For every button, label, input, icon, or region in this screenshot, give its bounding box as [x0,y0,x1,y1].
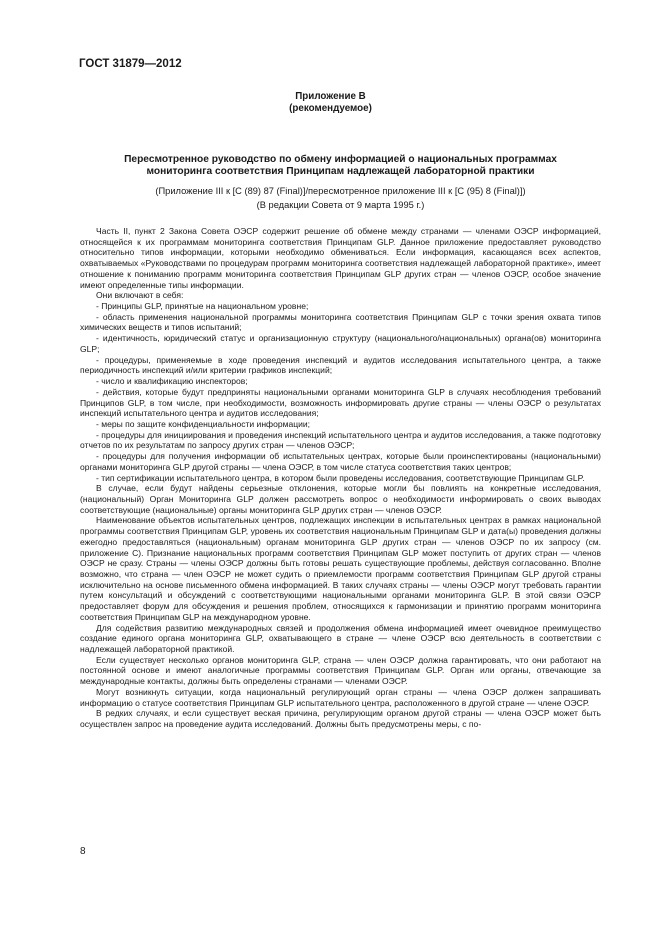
document-edition: (В редакции Совета от 9 марта 1995 г.) [256,200,425,210]
list-item: - область применения национальной программы мониторинга соответствия Принципам GLP с точки зрения охвата типов химических веществ и типов испытаний; [80,311,601,333]
list-item: - Принципы GLP, принятые на национальном уровне; [96,301,309,312]
paragraph: Наименование объектов испытательных центров, подлежащих инспекции в испытательных центрах в рамках национальной программы соответствия Принципам GLP, уровень их соответствия национальным Принципам GLP и дата(ы) проведения должны ежегодно предоставляться (национальным) органам мониторинга GLP других стран — членов ОЭСР по их запросу (см. приложение С). Признание национальных программ соответствия Принципам GLP может поступить от других стран — членов ОЭСР не сразу. Страны — члены ОЭСР должны быть готовы решать существующие проблемы, действуя согласованно. Вполне возможно, что страна — член ОЭСР не может судить о приемлемости программ соответствия Принципам GLP другой страны исключительно на основе письменного обмена информацией. В таких случаях страны — члены ОЭСР могут требовать гарантии путем консультаций и обсуждений с соответствующими национальными органами мониторинга GLP. В этой связи ОЭСР предоставляет форум для обсуждения и решения проблем, относящихся к гармонизации и принятию программ мониторинга соответствия Принципам GLP на международном уровне. [80,515,601,622]
paragraph: Они включают в себя: [96,290,184,301]
body-text [80,226,601,730]
list-item: - процедуры для получения информации об испытательных центрах, которые были проинспектированы (национальными) органами мониторинга GLP другой страны — члена ОЭСР, в том числе статуса соответствия таких центров; [80,451,601,472]
list-item: - тип сертификации испытательного центра, в котором были проведены исследования, соответствующие Принципам GLP. [96,472,585,483]
appendix-subtitle: (рекомендуемое) [289,103,372,114]
list-item: - действия, которые будут предприняты национальными органами мониторинга GLP в случаях несоблюдения требований Принципов GLP, в том числе, при необходимости, возможность информировать другие страны — члены ОЭСР о результатах инспекций испытательного центра и аудитов исследования; [80,386,601,419]
document-title-line-2: мониторинга соответствия Принципам надлежащей лабораторной практики [146,166,535,177]
list-item: - процедуры, применяемые в ходе проведения инспекций и аудитов исследования испытательного центра, а также периодичность инспекций и/или критерии графиков инспекций; [80,354,601,376]
paragraph: В редких случаях, и если существует веская причина, регулирующим органом другой страны — члена ОЭСР может быть осуществлен запрос на проведение аудита исследований. Должны быть предусмотрены меры, с по- [80,708,601,730]
document-title [80,154,601,178]
list-item: - меры по защите конфиденциальности информации; [96,418,311,429]
paragraph: Если существует несколько органов мониторинга GLP, страна — член ОЭСР должна гарантировать, что они работают на постоянной основе и имеют аналогичные программы соответствия Принципам GLP. Орган или органы, отвечающие за международные контакты, должны быть определены странами — членами ОЭСР. [80,654,601,687]
appendix-title: Приложение В [295,91,366,102]
paragraph: Часть II, пункт 2 Закона Совета ОЭСР содержит решение об обмене между странами — членами ОЭСР информацией, относящейся к их программам мониторинга соответствия Принципам GLP. Данное приложение предоставляет руководство относительно типов информации, которыми необходимо обмениваться. Если информация, касающаяся всех аспектов, охватываемых «Руководствами по процедурам программ мониторинга соответствия надлежащей лабораторной практике», имеет отношение к пониманию программ мониторинга соответствия Принципам GLP других стран — членов ОЭСР, особое значение имеют определенные типы информации. [80,226,601,290]
paragraph: В случае, если будут найдены серьезные отклонения, которые могли бы повлиять на конкретные исследования, (национальный) Орган Мониторинга GLP должен рассмотреть вопрос о необходимости информировать о своих выводах соответствующие (национальные) органы мониторинга GLP других стран — членов ОЭСР. [80,483,601,515]
paragraph: Для содействия развитию международных связей и продолжения обмена информацией имеет очевидное преимущество создание единого органа мониторинга GLP, охватывающего в стране — члене ОЭСР всю деятельность в соответствии с надлежащей лабораторной практикой. [80,622,601,655]
page-number: 8 [80,846,86,857]
paragraph: Могут возникнуть ситуации, когда национальный регулирующий орган страны — члена ОЭСР должен запрашивать информацию о статусе соответствия Принципам GLP испытательного центра, расположенного в другой стране — члене ОЭСР. [80,686,601,708]
document-reference: (Приложение III к [С (89) 87 (Final)]/пересмотренное приложение III к [С (95) 8 (Final)]) [155,186,526,196]
appendix-heading [0,91,661,115]
list-item: - число и квалификацию инспекторов; [96,376,248,387]
list-item: - процедуры для инициирования и проведения инспекций испытательного центра и аудитов исследования, а также подготовку отчетов по их результатам по запросу других стран — членов ОЭСР; [80,429,601,451]
list-item: - идентичность, юридический статус и организационную структуру (национального/национальных) органа(ов) мониторинга GLP; [80,333,601,354]
document-title-line-1: Пересмотренное руководство по обмену информацией о национальных программах [124,154,557,165]
standard-code: ГОСТ 31879—2012 [79,58,182,70]
